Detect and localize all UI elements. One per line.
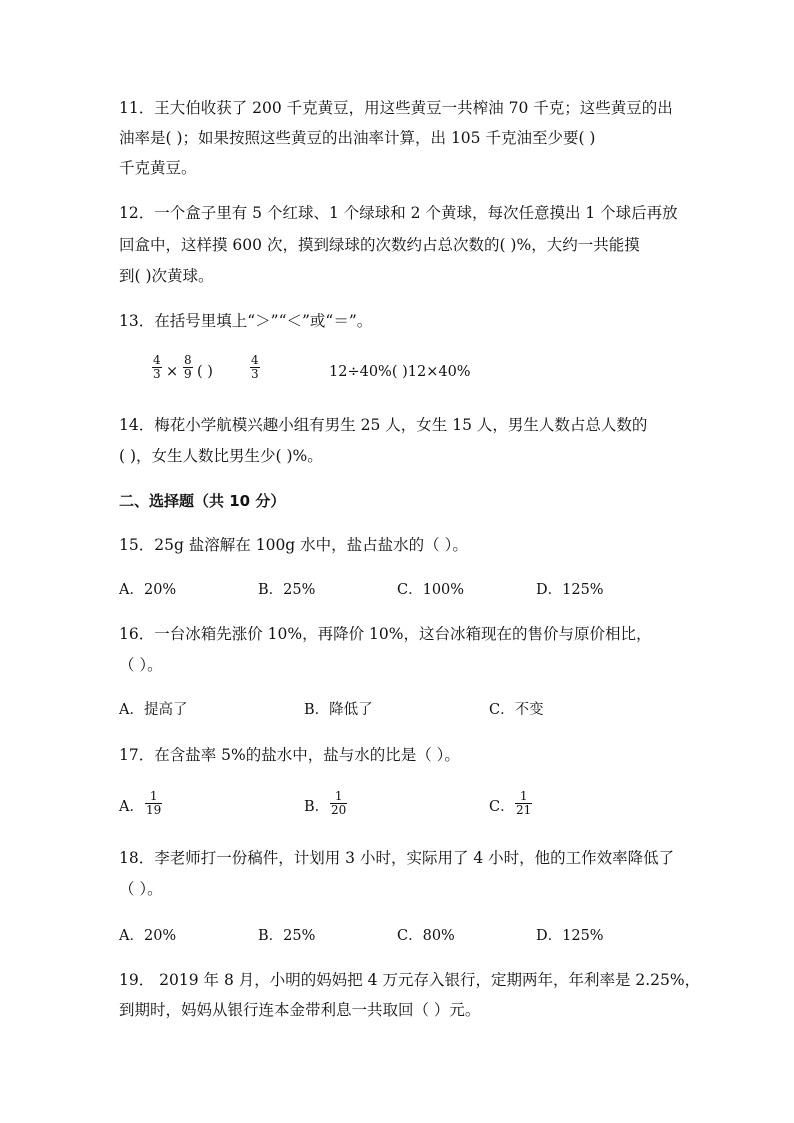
denominator: 19 bbox=[146, 803, 162, 817]
q19-line-1: 19． 2019 年 8 月，小明的妈妈把 4 万元存入银行，定期两年，年利率是 2.25%， bbox=[119, 971, 701, 989]
numerator: 8 bbox=[184, 353, 192, 367]
numerator: 1 bbox=[334, 789, 343, 803]
q18-option-b: B．25% bbox=[258, 928, 316, 944]
q17-text: 17．在含盐率 5%的盐水中，盐与水的比是（ ）。 bbox=[119, 746, 460, 764]
q15-text: 15．25g 盐溶解在 100g 水中，盐占盐水的（ ）。 bbox=[119, 536, 468, 554]
q18-option-d: D．125% bbox=[536, 928, 604, 944]
denominator: 3 bbox=[251, 367, 259, 381]
fraction bbox=[250, 354, 260, 381]
q16-line-1: 16．一台冰箱先涨价 10%，再降价 10%，这台冰箱现在的售价与原价相比， bbox=[119, 625, 652, 643]
q13-expression-2: 12÷40%( )12×40% bbox=[329, 364, 471, 380]
q18-option-c: C．80% bbox=[397, 928, 455, 944]
q18-line-1: 18．李老师打一份稿件，计划用 3 小时，实际用了 4 小时，他的工作效率降低了 bbox=[119, 849, 675, 867]
answer-parentheses: ( ) bbox=[197, 364, 213, 380]
numerator: 4 bbox=[251, 353, 259, 367]
option-label: C． bbox=[489, 799, 515, 815]
denominator: 3 bbox=[153, 367, 161, 381]
numerator: 1 bbox=[149, 789, 158, 803]
option-label: A． bbox=[119, 799, 144, 815]
q13-text: 13．在括号里填上“＞”“＜”或“＝”。 bbox=[119, 312, 373, 330]
fraction bbox=[330, 790, 347, 817]
section-title: 二、选择题（共 10 分） bbox=[119, 492, 286, 510]
q12-line-1: 12．一个盒子里有 5 个红球、1 个绿球和 2 个黄球，每次任意摸出 1 个球后再放 bbox=[119, 204, 678, 222]
q14-line-2: ( )，女生人数比男生少( )%。 bbox=[119, 447, 323, 465]
q16-line-2: （ ）。 bbox=[119, 656, 163, 674]
q16-option-a: A．提高了 bbox=[119, 702, 188, 718]
q12-line-3: 到( )次黄球。 bbox=[119, 267, 214, 285]
q11-line-3: 千克黄豆。 bbox=[119, 159, 197, 177]
fraction bbox=[183, 354, 193, 381]
option-label: B． bbox=[304, 799, 330, 815]
q18-option-a: A．20% bbox=[119, 928, 177, 944]
numerator: 4 bbox=[153, 353, 161, 367]
q16-option-c: C．不变 bbox=[489, 702, 544, 718]
q15-option-d: D．125% bbox=[536, 582, 604, 598]
numerator: 1 bbox=[519, 789, 528, 803]
q11-line-2: 油率是( )；如果按照这些黄豆的出油率计算，出 105 千克油至少要( ) bbox=[119, 129, 596, 147]
times-sign: × bbox=[166, 364, 179, 380]
q12-line-2: 回盒中，这样摸 600 次，摸到绿球的次数约占总次数的( )%，大约一共能摸 bbox=[119, 236, 640, 254]
fraction bbox=[152, 354, 162, 381]
denominator: 9 bbox=[184, 367, 192, 381]
q15-option-c: C．100% bbox=[397, 582, 465, 598]
denominator: 20 bbox=[331, 803, 347, 817]
q15-option-a: A．20% bbox=[119, 582, 177, 598]
denominator: 21 bbox=[516, 803, 532, 817]
fraction bbox=[515, 790, 532, 817]
q18-line-2: （ ）。 bbox=[119, 880, 163, 898]
q19-line-2: 到期时，妈妈从银行连本金带利息一共取回（ ）元。 bbox=[119, 1001, 481, 1019]
q16-option-b: B．降低了 bbox=[304, 702, 373, 718]
q15-option-b: B．25% bbox=[258, 582, 316, 598]
q14-line-1: 14．梅花小学航模兴趣小组有男生 25 人，女生 15 人，男生人数占总人数的 bbox=[119, 416, 648, 434]
q11-line-1: 11．王大伯收获了 200 千克黄豆，用这些黄豆一共榨油 70 千克；这些黄豆的出 bbox=[119, 99, 673, 117]
fraction bbox=[145, 790, 162, 817]
